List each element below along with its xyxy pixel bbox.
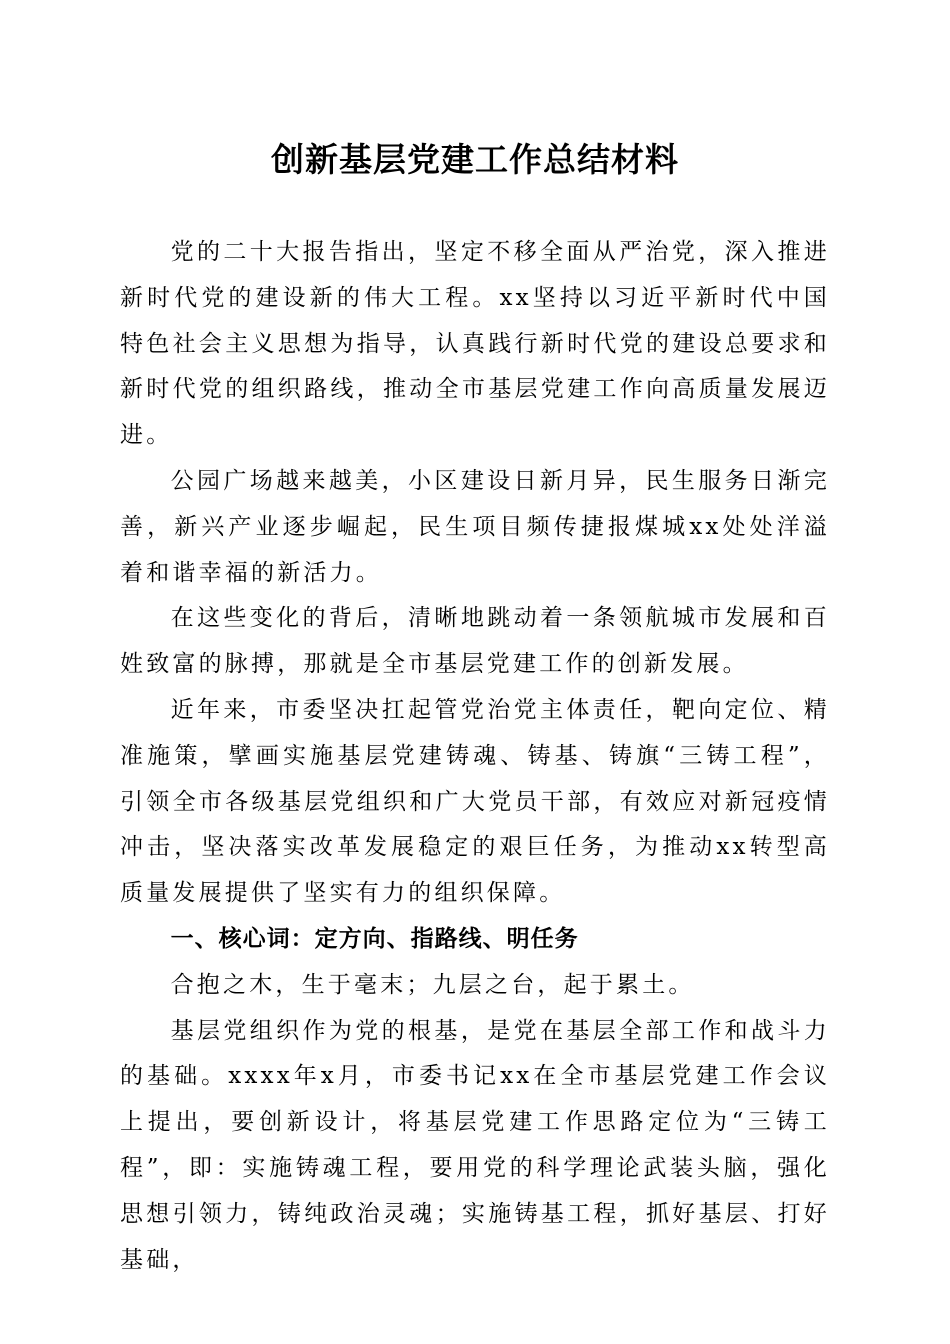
- document-body: [120, 230, 830, 1283]
- section-heading: 一、核心词：定方向、指路线、明任务: [170, 925, 579, 952]
- paragraph-city-changes: 公园广场越来越美，小区建设日新月异，民生服务日渐完善，新兴产业逐步崛起，民生项目频传捷报煤城xx处处洋溢着和谐幸福的新活力。: [120, 467, 830, 586]
- paragraph-intro: 党的二十大报告指出，坚定不移全面从严治党，深入推进新时代党的建设新的伟大工程。xx坚持以习近平新时代中国特色社会主义思想为指导，认真践行新时代党的建设总要求和新时代党的组织路线，推动全市基层党建工作向高质量发展迈进。: [120, 239, 830, 449]
- paragraph-proverb: 合抱之木，生于毫末；九层之台，起于累土。: [170, 971, 695, 998]
- paragraph-foundation: 基层党组织作为党的根基，是党在基层全部工作和战斗力的基础。xxxx年x月，市委书记xx在全市基层党建工作会议上提出，要创新设计，将基层党建工作思路定位为“三铸工程”，即：实施铸魂工程，要用党的科学理论武装头脑，强化思想引领力，铸纯政治灵魂；实施铸基工程，抓好基层、打好基础，: [120, 1017, 830, 1273]
- paragraph-behind-changes: 在这些变化的背后，清晰地跳动着一条领航城市发展和百姓致富的脉搏，那就是全市基层党建工作的创新发展。: [120, 605, 830, 678]
- paragraph-recent-years: 近年来，市委坚决扛起管党治党主体责任，靶向定位、精准施策，擘画实施基层党建铸魂、铸基、铸旗“三铸工程”，引领全市各级基层党组织和广大党员干部，有效应对新冠疫情冲击，坚决落实改革发展稳定的艰巨任务，为推动xx转型高质量发展提供了坚实有力的组织保障。: [120, 696, 830, 907]
- document-title: 创新基层党建工作总结材料: [271, 140, 679, 179]
